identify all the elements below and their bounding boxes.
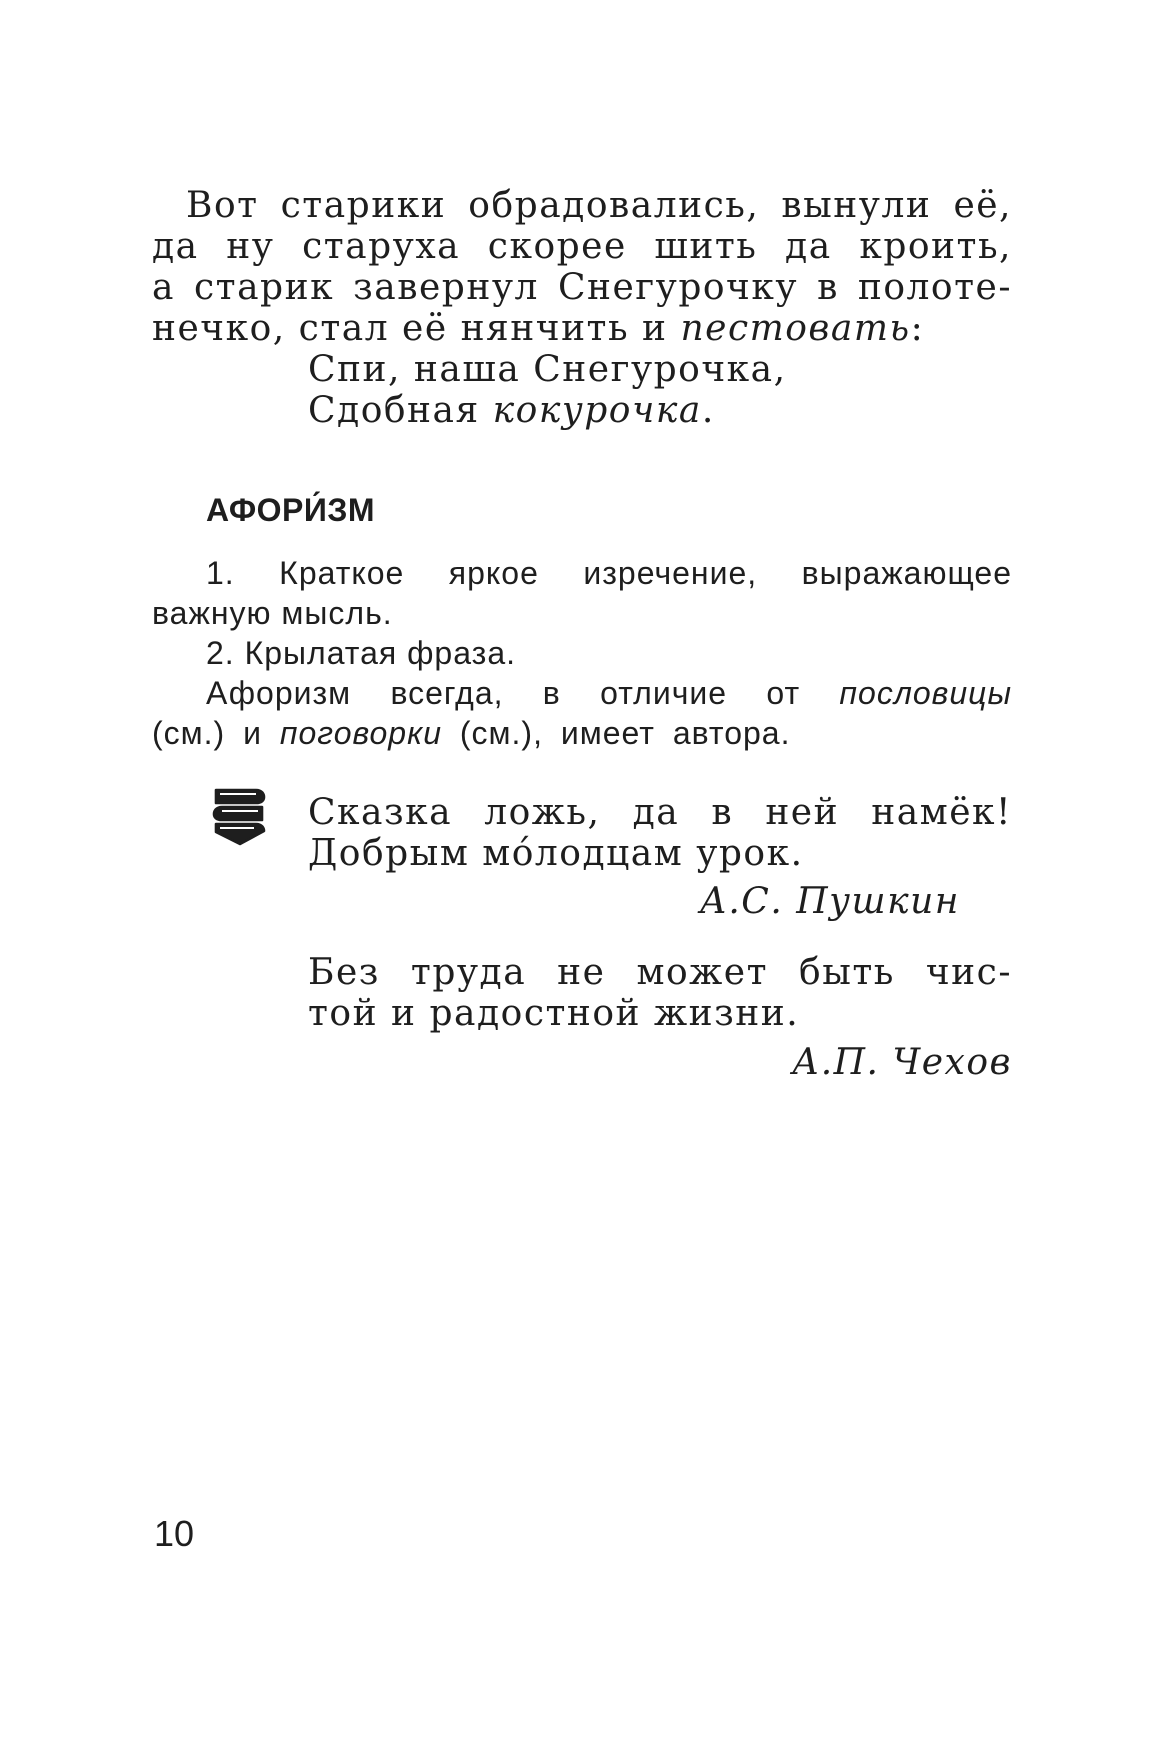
story-line-1: Вот старики обрадовались, вынули её, [186,185,1012,226]
books-icon [210,786,268,846]
note-line-1 [206,677,1012,709]
quote-2-line-1: Без труда не может быть чис- [308,952,1012,993]
note-term-poslovitsy: пословицы [839,675,1012,711]
quote-1-line-1: Сказка ложь, да в ней намёк! [308,792,1012,833]
story-line-4-text: нечко, стал её нянчить и [152,308,681,349]
definition-1-line-1: 1. Краткое яркое изречение, выражающее [206,555,1012,591]
note-line-1-text: Афоризм всегда, в отличие от [206,675,840,711]
quote-1-author [560,881,960,922]
entry-heading: АФОРИ́ЗМ [206,492,376,528]
story-term-pestovat: пестовать [680,308,911,349]
verse-line-2-period: . [701,390,715,431]
quote-2-author-name: А.П. Чехов [791,1042,1012,1083]
note-line-2 [152,717,790,749]
story-line-4 [152,308,925,349]
note-term-pogovorki: поговорки [279,715,442,751]
quote-2-author [612,1042,1012,1083]
story-line-2: да ну старуха скорее шить да кроить, [152,226,1012,267]
story-line-3: а старик завернул Снегурочку в полоте- [152,267,1012,308]
definition-2: 2. Крылатая фраза. [206,635,517,671]
verse-line-2 [308,390,715,431]
note-line-2-text: (см.) и [152,715,280,751]
definition-1-line-2: важную мысль. [152,595,393,631]
quote-2-line-2: той и радостной жизни. [308,993,800,1034]
quote-1-author-name: А.С. Пушкин [699,881,960,922]
page-number: 10 [154,1513,195,1554]
verse-term-kokurochka: кокурочка [492,390,702,431]
verse-line-2-text: Сдобная [308,390,493,431]
verse-line-1: Спи, наша Снегурочка, [308,349,787,390]
note-line-2-end: (см.), имеет автора. [441,715,791,751]
quote-1-line-2: Добрым мо́лодцам урок. [308,833,804,874]
story-line-4-colon: : [910,308,925,349]
